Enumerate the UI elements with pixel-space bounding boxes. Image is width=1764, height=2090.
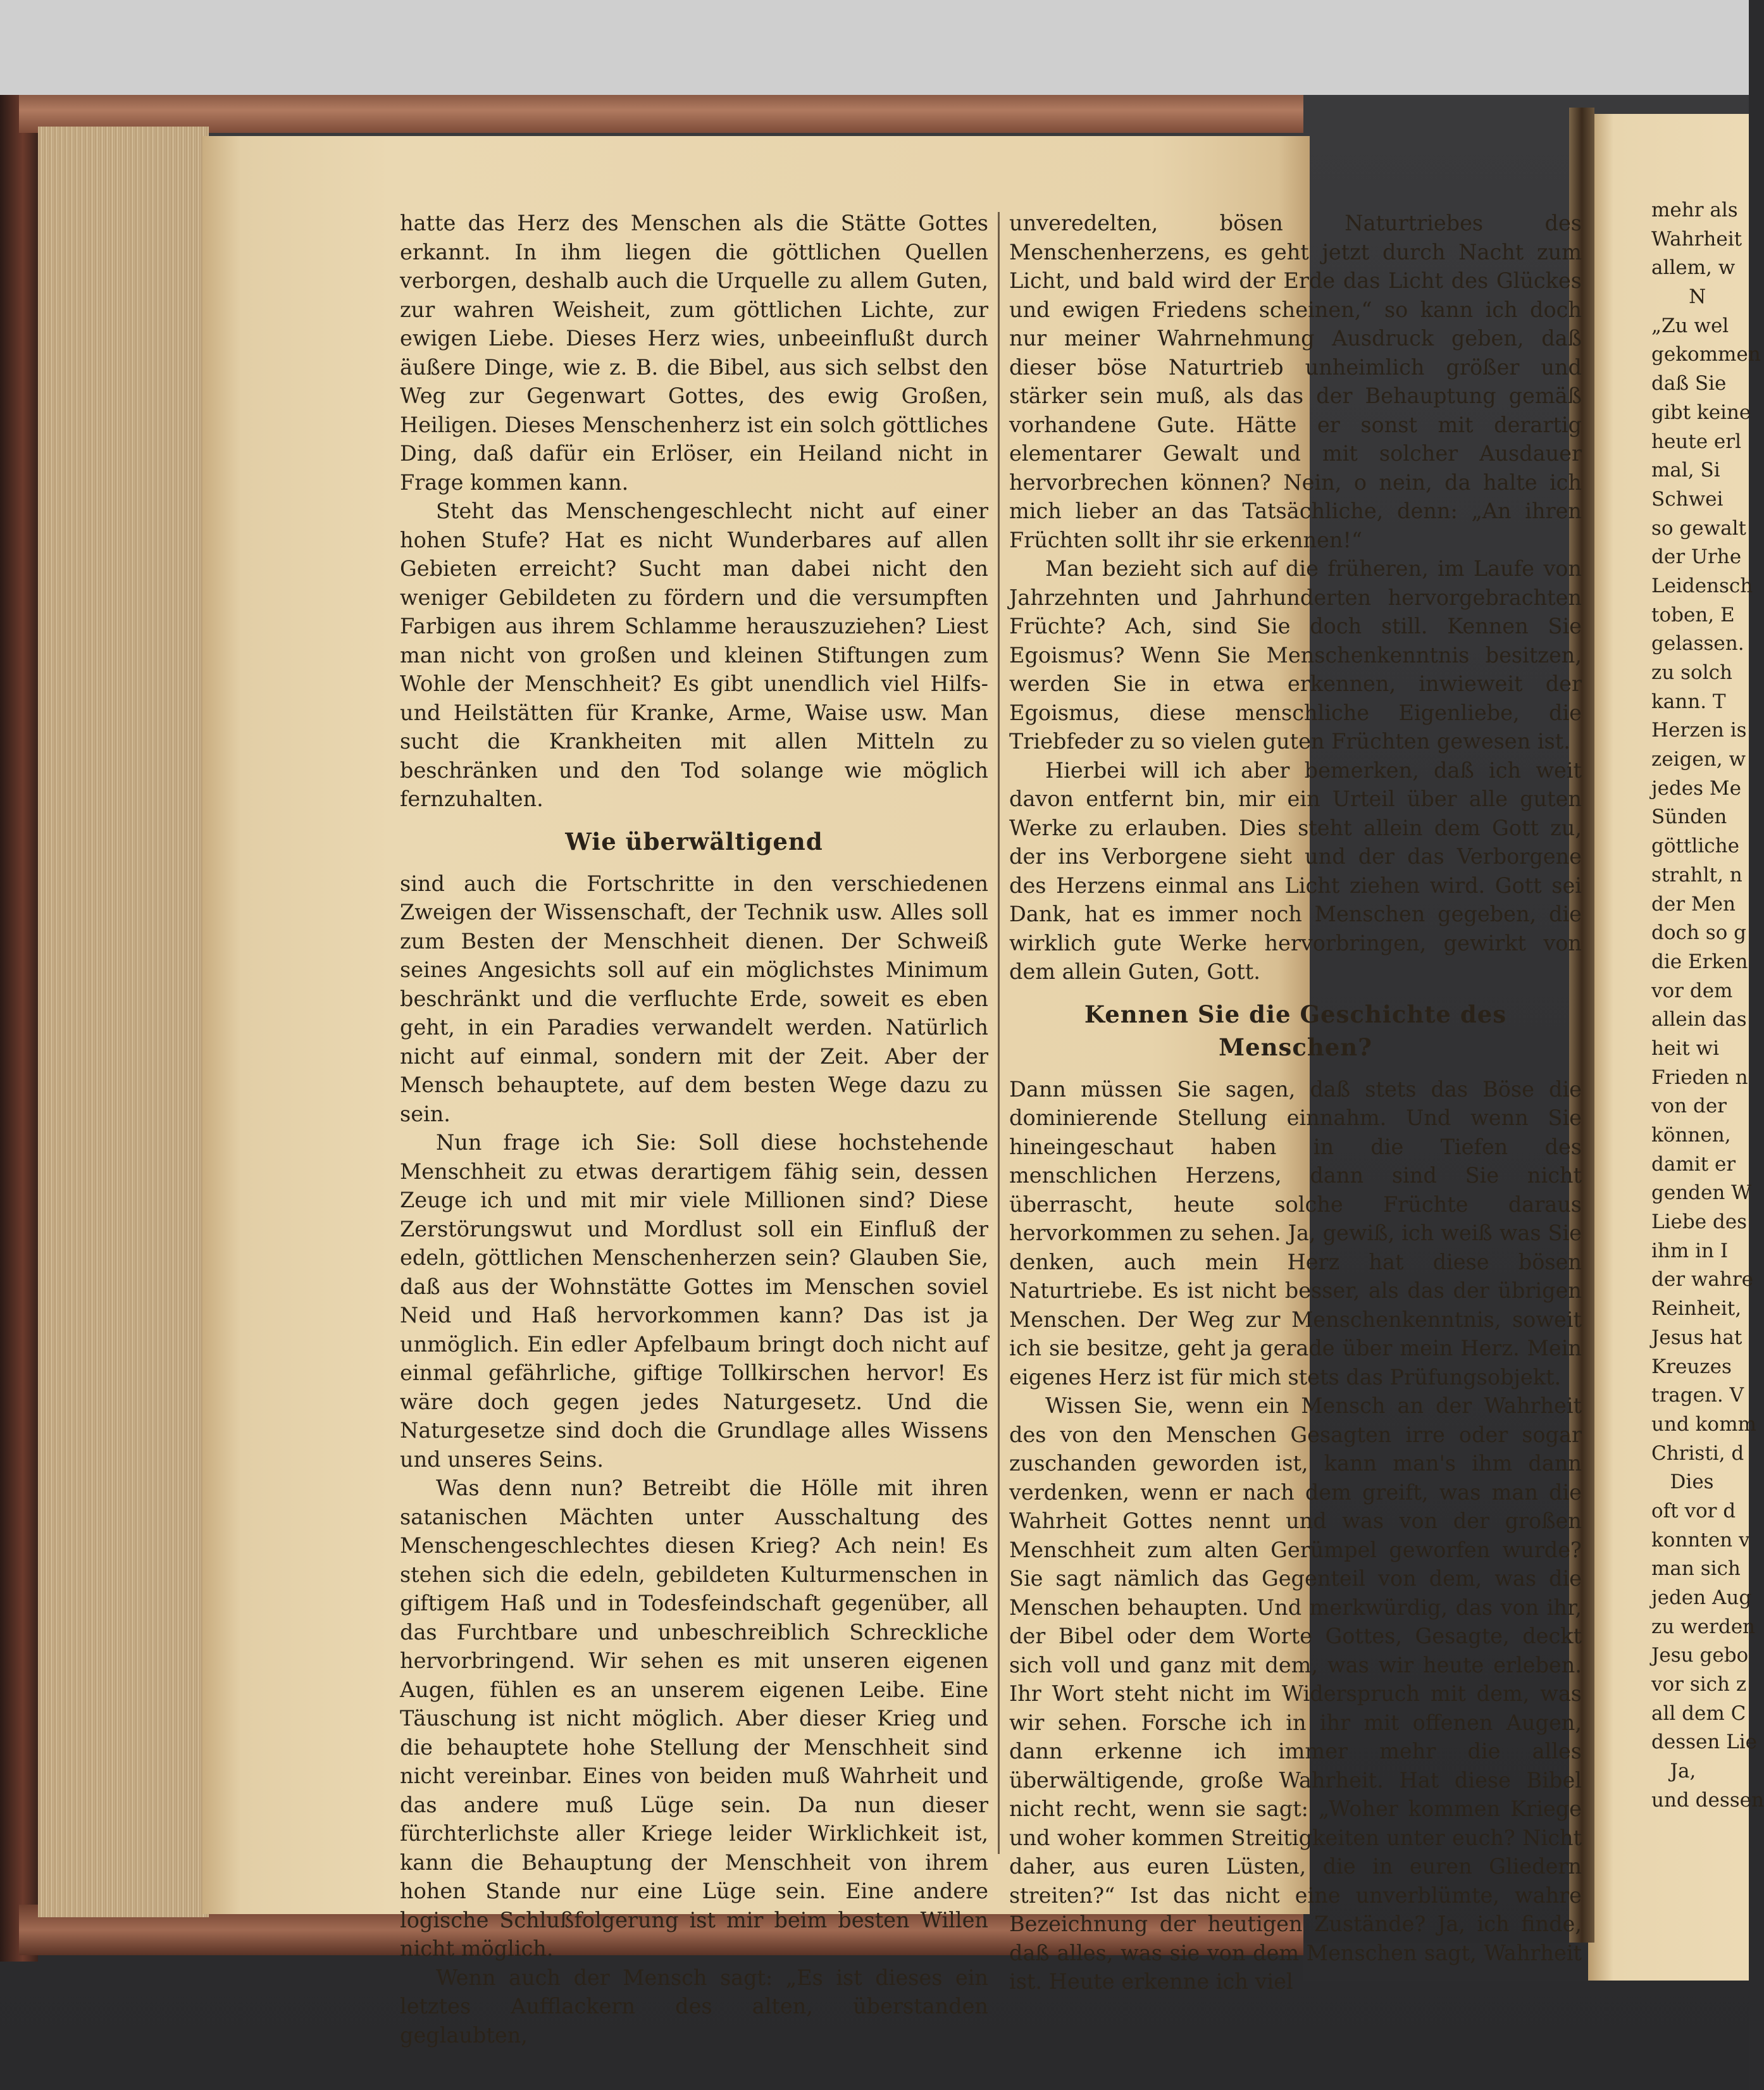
text-line: genden W [1651,1181,1752,1205]
text-line: göttliche [1651,835,1739,858]
text-line: heute erl [1651,430,1742,453]
text-line: strahlt, n [1651,863,1742,886]
text-line: gekommen [1651,343,1761,366]
text-line: dessen Lie [1651,1731,1758,1754]
text-column-middle [1009,209,1582,1994]
paragraph: hatte das Herz des Menschen als die Stätte Gottes erkannt. In ihm liegen die göttlichen Quellen verborgen, deshalb auch die Urquelle zu allem Guten, zur wahren Weisheit, zum göttlichen Lichte, zur ewigen Liebe. Dieses Herz wies, unbeeinflußt durch äußere Dinge, wie z. B. die Bibel, aus sich selbst den Weg zur Gegenwart Gottes, des ewig Großen, Heiligen. Dieses Menschenherz ist ein solch göttliches Ding, daß dafür ein Erlöser, ein Heiland nicht in Frage kommen kann. [400,211,988,495]
text-line: vor sich z [1651,1673,1747,1696]
text-line: heit wi [1651,1036,1719,1060]
paragraph: sind auch die Fortschritte in den verschiedenen Zweigen der Wissenschaft, der Technik usw. Alles soll zum Besten der Menschheit dienen. Der Schweiß seines Angesichts soll auf ein möglichstes Minimum beschränkt und die verfluchte Erde, soweit es eben geht, in ein Paradies verwandelt werden. Natürlich nicht auf einmal, sondern mit der Zeit. Aber der Mensch behauptete, auf dem besten Wege dazu zu sein. [400,871,988,1126]
text-line: Dies [1651,1471,1714,1494]
text-line: man sich [1651,1557,1741,1581]
text-line: Wahrheit [1651,227,1742,251]
text-line: Frieden n [1651,1066,1748,1089]
text-line: toben, E [1651,603,1735,626]
text-line: oft vor d [1651,1499,1736,1522]
text-line: der wahre [1651,1268,1754,1291]
text-line: Sünden [1651,806,1727,829]
text-line: jeden Aug [1651,1586,1752,1609]
text-line: tragen. V [1651,1384,1744,1407]
paragraph: Wenn auch der Mensch sagt: „Es ist dieses ein letztes Aufflackern des alten, überstanden geglaubten, [400,1965,988,2048]
text-line: Liebe des [1651,1210,1747,1234]
section-heading: Kennen Sie die Geschichte des Menschen? [1084,1000,1507,1061]
text-line: Reinheit, [1651,1297,1742,1321]
text-line: der Men [1651,892,1736,916]
text-line: „Zu wel [1651,314,1729,337]
text-line: zeigen, w [1651,748,1746,771]
text-line: Christi, d [1651,1441,1744,1465]
text-line: so gewalt [1651,516,1747,540]
text-line: Kreuzes [1651,1355,1732,1378]
paragraph: unveredelten, bösen Naturtriebes des Menschenherzens, es geht jetzt durch Nacht zum Licht, und bald wird der Erde das Licht des Glückes und ewigen Friedens scheinen,“ so kann ich doch nur meiner Wahrnehmung Ausdruck geben, daß dieser böse Naturtrieb unheimlich größer und stärker sein muß, als das der Behauptung gemäß vorhandene Gute. Hätte er sonst mit derartig elementarer Gewalt und mit solcher Ausdauer hervorbrechen können? Nein, o nein, da halte ich mich lieber an das Tatsächliche, denn: „An ihren Früchten sollt ihr sie erkennen!“ [1009,211,1582,552]
paragraph: Nun frage ich Sie: Soll diese hochstehende Menschheit zu etwas derartigem fähig sein, dessen Zeuge ich und mit mir viele Millionen sind? Diese Zerstörungswut und Mordlust soll ein Einfluß der edeln, göttlichen Menschenherzen sein? Glauben Sie, daß aus der Wohnstätte Gottes im Menschen soviel Neid und Haß hervorkommen kann? Das ist ja unmöglich. Ein edler Apfelbaum bringt doch nicht auf einmal gefährliche, giftige Tollkirschen hervor! Es wäre doch gegen jedes Naturgesetz. Und die Naturgesetze sind doch die Grundlage alles Wissens und unseres Seins. [400,1130,988,1472]
page-edges [38,127,209,1917]
text-line: damit er [1651,1152,1736,1176]
book-cover-left [0,95,38,1962]
text-line: mal, Si [1651,459,1720,482]
text-line: Schwei [1651,487,1724,511]
text-line: all dem C [1651,1701,1746,1725]
book-cover-top-edge [19,95,1303,133]
text-line: können, [1651,1124,1731,1147]
text-line: Herzen is [1651,719,1747,742]
section-heading: Wie überwältigend [565,827,823,855]
text-line: allein das [1651,1008,1747,1031]
text-line: konnten v [1651,1528,1750,1552]
text-line: gelassen. [1651,632,1744,656]
text-line: zu solch [1651,661,1732,684]
column-divider [998,212,1000,1854]
text-line: jedes Me [1651,776,1741,800]
paragraph: Hierbei will ich aber bemerken, daß ich weit davon entfernt bin, mir ein Urteil über alle guten Werke zu erlauben. Dies steht allein dem Gott zu, der ins Verborgene sieht und der das Verborgene des Herzens einmal ans Licht ziehen wird. Gott sei Dank, hat es immer noch Menschen gegeben, die wirklich gute Werke hervorbringen, gewirkt von dem allein Guten, Gott. [1009,757,1582,984]
text-line: von der [1651,1095,1727,1118]
scan-top-margin [0,0,1749,95]
paragraph: Wissen Sie, wenn ein Mensch an der Wahrheit des von den Menschen Gesagten irre oder sogar zuschanden geworden ist, kann man's ihm dann verdenken, wenn er nach dem greift, was man die Wahrheit Gottes nennt und was von der großen Menschheit zum alten Gerümpel geworfen wurde? Sie sagt nämlich das Gegenteil von dem, was die Menschen behaupten. Und merkwürdig, das von ihr, der Bibel oder dem Worte Gottes, Gesagte, deckt sich voll und ganz mit dem, was wir heute erleben. Ihr Wort steht nicht im Widerspruch mit dem, was wir sehen. Forsche ich in ihr mit offenen Augen, dann erkenne ich immer mehr die alles überwältigende, große Wahrheit. Hat diese Bibel nicht recht, wenn sie sagt: „Woher kommen Kriege und woher kommen Streitigkeiten unter euch? Nicht daher, aus euren Lüsten, die in euren Gliedern streiten?“ Ist das nicht eine unverblümte, wahre Bezeichnung der heutigen Zustände? Ja, ich finde, daß alles, was sie von dem Menschen sagt, Wahrheit ist. Heute erkenne ich viel [1009,1393,1582,1994]
text-line: Leidensch [1651,574,1753,597]
paragraph: Dann müssen Sie sagen, daß stets das Böse die dominierende Stellung einnahm. Und wenn Sie hineingeschaut haben in die Tiefen des menschlichen Herzens, dann sind Sie nicht überrascht, heute solche Früchte daraus hervorkommen zu sehen. Ja, gewiß, ich weiß was Sie denken, auch mein Herz hat diese bösen Naturtriebe. Es ist nicht besser, als das der übrigen Menschen. Der Weg zur Menschenkenntnis, soweit ich sie besitze, geht ja gerade über mein Herz. Mein eigenes Herz ist für mich stets das Prüfungsobjekt. [1009,1076,1582,1390]
text-line: Jesus hat [1651,1326,1742,1349]
text-column-left [400,209,988,2048]
text-line: vor dem [1651,979,1733,1002]
paragraph: Man bezieht sich auf die früheren, im Laufe von Jahrzehnten und Jahrhunderten hervorgebrachten Früchte? Ach, sind Sie doch still. Kennen Sie Egoismus? Wenn Sie Menschenkenntnis besitzen, werden Sie in etwa erkennen, inwieweit der Egoismus, diese menschliche Eigenliebe, die Triebfeder zu so vielen guten Früchten gewesen ist. [1009,556,1582,754]
text-line: allem, w [1651,256,1736,280]
text-line: und dessen [1651,1788,1764,1812]
text-line: ihm in I [1651,1239,1729,1262]
text-line: der Urhe [1651,545,1742,569]
text-column-right-fragment [1651,196,1764,1905]
text-line: kann. T [1651,690,1726,713]
text-line: und komm [1651,1412,1756,1436]
text-line: Jesu gebo [1651,1644,1749,1667]
text-line: die Erken [1651,950,1748,973]
text-line: N [1651,285,1706,309]
paragraph: Steht das Menschengeschlecht nicht auf einer hohen Stufe? Hat es nicht Wunderbares auf allen Gebieten erreicht? Sucht man dabei nicht den weniger Gebildeten zu fördern und die versumpften Farbigen aus ihrem Schlamme herauszuziehen? Liest man nicht von großen und kleinen Stiftungen zum Wohle der Menschheit? Es gibt unendlich viel Hilfs- und Heilstätten für Kranke, Arme, Waise usw. Man sucht die Krankheiten mit allen Mitteln zu beschränken und den Tod solange wie möglich fernzuhalten. [400,499,988,811]
paragraph: Was denn nun? Betreibt die Hölle mit ihren satanischen Mächten unter Ausschaltung des Menschengeschlechtes diesen Krieg? Ach nein! Es stehen sich die edeln, gebildeten Kulturmenschen in giftigem Haß und in Todesfeindschaft gegenüber, all das Furchtbare und unbeschreiblich Schreckliche hervorbringend. Wir sehen es mit unseren eigenen Augen, fühlen es an unserem eigenen Leibe. Eine Täuschung ist nicht möglich. Aber dieser Krieg und die behauptete hohe Stellung der Menschheit sind nicht vereinbar. Eines von beiden muß Wahrheit und das andere muß Lüge sein. Da nun dieser fürchterlichste aller Kriege leider Wirklichkeit ist, kann die Behauptung der Menschheit von ihrem hohen Stande nur eine Lüge sein. Eine andere logische Schlußfolgerung ist mir beim besten Willen nicht möglich. [400,1476,988,1961]
text-line: daß Sie [1651,372,1727,395]
text-line: zu werden [1651,1615,1756,1638]
text-line: Ja, [1651,1760,1696,1783]
text-line: doch so g [1651,921,1746,945]
text-line: gibt keine [1651,401,1751,424]
text-line: mehr als [1651,199,1738,221]
